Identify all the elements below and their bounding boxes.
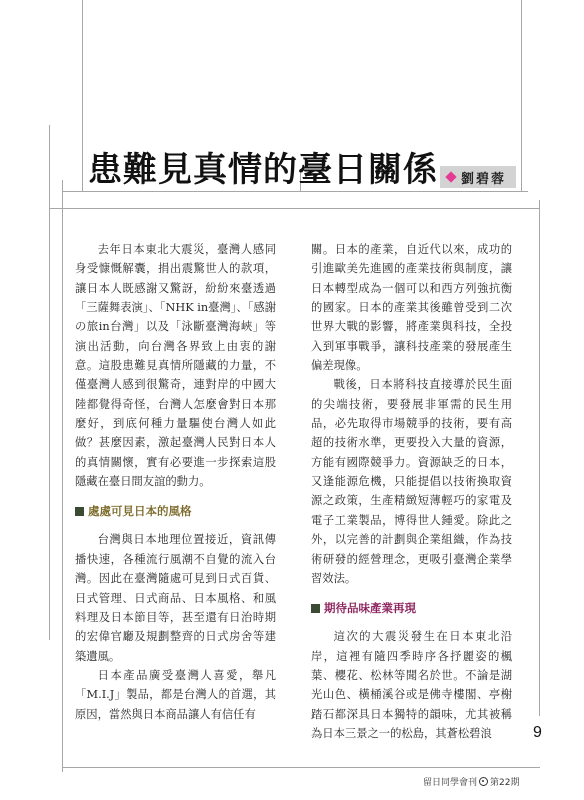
author-tag [440,166,516,188]
section-heading-text: 期待品味產業再現 [324,601,416,616]
guide-line-top-right [521,0,522,192]
paragraph: 戰後，日本將科技直接導於民生面的尖端技術，要發展非軍需的民生用品，必先取得市場競爭的技術，要有高超的技術水準，更要投入大量的資源，方能有國際競爭力。資源缺乏的日本，又逢能源危機，只能提倡以技術換取資源之政策，生產精緻短薄輕巧的家電及電子工業製品，博得世人鍾愛。除此之外，以完善的計劃與企業組織，作為技術研發的經營理念，更吸引臺灣企業學習效法。 [311,378,512,585]
guide-line-left-inner [62,180,63,772]
paragraph: 關。日本的產業，自近代以來，成功的引進歐美先進國的產業技術與制度，讓日本轉型成為一個可以和西方列強抗衡的國家。日本的產業其後雖曾受到二次世界大戰的影響，將產業與科技，全投入到軍事戰爭，讓科技產業的發展產生偏差現像。 [311,243,512,373]
paragraph: 台灣與日本地理位置接近，資訊傳播快速，各種流行風潮不自覺的流入台灣。因此在臺灣隨處可見到日式百貨、日式管理、日式商品、日本風格、和風料理及日本節目等，甚至還有日治時期的宏偉官廳及規劃整齊的日式房舍等建築遺風。 [75,533,276,663]
guide-line-h1 [62,191,528,192]
left-column [75,240,276,724]
association-logo-icon [479,777,488,786]
section-heading-text: 處處可見日本的風格 [88,504,192,519]
guide-line-h2 [49,208,540,209]
title-block [88,150,516,190]
diamond-icon [445,171,456,182]
square-bullet-icon [75,507,84,516]
author-name: 劉碧蓉 [461,171,507,187]
guide-line-top [82,0,83,192]
guide-line-footer [62,767,540,768]
section-heading [75,503,276,520]
paragraph: 去年日本東北大震災，臺灣人感同身受慷慨解囊，捐出震驚世人的款項，讓日本人既感謝又驚訝，紛紛來臺透過「三薩舞表演」、「NHK in臺灣」、「感謝の旅in台灣」以及「泳斷臺灣海峽」等演出活動，向台灣各界致上由衷的謝意。這股患難見真情所隱藏的力量，不僅臺灣人感到很驚奇，連對岸的中國大陸都覺得奇怪，台灣人怎麼會對日本那麼好，到底何種力量驅使台灣人如此做？甚麼因素，激起臺灣人民對日本人的真情關懷，實有必要進一步探索這股隱藏在臺日間友誼的動力。 [75,243,276,489]
square-bullet-icon [311,604,320,613]
page-number: 9 [533,724,542,741]
footer-publication: 留日同學會刊 [423,778,478,788]
section-heading [311,600,512,617]
article-title: 患難見真情的臺日關係 [88,150,438,190]
paragraph: 這次的大震災發生在日本東北沿岸，這裡有隨四季時序各抒麗姿的楓葉、櫻花、松林等聞名於世。不論是湖光山色、橫桶溪谷或是佛寺樓閣、亭榭踏石都深具日本獨特的韻味，尤其被稱為日本三景之一的松島，其蒼松碧浪 [311,630,512,740]
guide-line-left [49,125,50,640]
footer-issue: 第22期 [490,778,520,788]
guide-line-right [539,200,540,716]
right-column [311,240,512,743]
paragraph: 日本產品廣受臺灣人喜愛，舉凡「M.I.J」製品，都是台灣人的首選，其原因，當然與日本商品讓人有信任有 [75,668,276,721]
footer [423,775,519,788]
